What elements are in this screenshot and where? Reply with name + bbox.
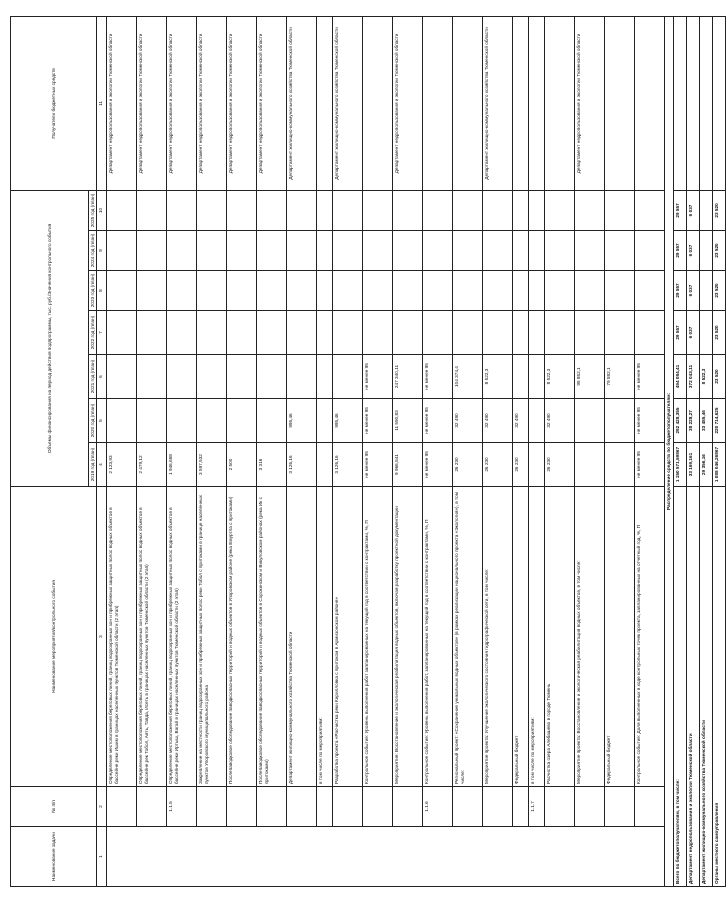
total-value: 8 522,3 (699, 355, 712, 399)
row-number (137, 787, 167, 827)
value-cell (635, 231, 665, 271)
value-cell (513, 355, 529, 399)
row-number (545, 787, 575, 827)
value-cell (513, 311, 529, 355)
value-cell (423, 271, 453, 311)
recipient-cell (529, 16, 545, 190)
table-row (257, 16, 287, 886)
value-cell (605, 231, 635, 271)
recipient-cell: Департамент недропользования и экологии Тюменской области (227, 16, 257, 190)
recipient-cell: Департамент жилищно-коммунального хозяйства Тюменской области (333, 16, 363, 190)
total-row (699, 16, 712, 886)
event-cell: Мероприятие проекта: Восстановление и экологическая реабилитация водных объектов, в том числе: (575, 487, 605, 787)
value-cell (137, 231, 167, 271)
value-cell (197, 190, 227, 230)
value-cell (227, 271, 257, 311)
row-number (393, 787, 423, 827)
header-year: 2020 год (план) (89, 399, 97, 443)
recipient-cell (363, 16, 393, 190)
value-cell (513, 271, 529, 311)
event-cell: Закрепление на местности границ водоохранных зон и прибрежных защитных полос реки Тобол с притоками в границе населенных пунктов Упоровского муниципального района (197, 487, 227, 787)
value-cell: 32 490 (483, 399, 513, 443)
value-cell: 104 374,4 (453, 355, 483, 399)
event-cell: в том числе по мероприятиям: (529, 487, 545, 787)
value-cell (545, 190, 575, 230)
value-cell (605, 443, 635, 487)
total-recipient-blank (712, 16, 725, 190)
value-cell (393, 231, 423, 271)
recipient-cell (317, 16, 333, 190)
value-cell: 95 852,1 (575, 355, 605, 399)
value-cell (317, 399, 333, 443)
column-number: 7 (97, 311, 107, 355)
value-cell: 3 126,16 (333, 443, 363, 487)
value-cell: не менее 95 (423, 355, 453, 399)
value-cell (167, 311, 197, 355)
total-value: 1 150 571,59867 (673, 443, 686, 487)
column-number: 10 (97, 190, 107, 230)
value-cell (317, 271, 333, 311)
value-cell: 2 500 (227, 443, 257, 487)
column-number: 4 (97, 443, 107, 487)
total-value: 23 520 (712, 190, 725, 230)
value-cell (363, 190, 393, 230)
value-cell (513, 190, 529, 230)
table-row (227, 16, 257, 886)
total-value: 372 043,11 (686, 355, 699, 399)
table-row (483, 16, 513, 886)
value-cell (529, 355, 545, 399)
value-cell (333, 271, 363, 311)
row-number (107, 787, 137, 827)
row-number: 1.1.6 (423, 787, 453, 827)
total-label: Департамент недропользования и экологии Тюменской области (686, 487, 699, 887)
value-cell (575, 399, 605, 443)
total-value (699, 231, 712, 271)
event-cell: Послепаводковое обследование паводкоопасных территорий и водных объектов в Упоровском районе (река Емуртла с притоками) (227, 487, 257, 787)
table-row (635, 16, 665, 886)
value-cell (257, 231, 287, 271)
total-value: 23 520 (712, 271, 725, 311)
header-num: № п/п (11, 787, 97, 827)
value-cell (167, 271, 197, 311)
value-cell (635, 271, 665, 311)
event-cell: Определение местоположения береговых линий, границ водоохранных зон и прибрежных защитных полос водных объектов в бассейне реки Иртыш, Вагай в границах населенных пунктов Тюменской области (2 этап) (167, 487, 197, 787)
value-cell (333, 190, 363, 230)
event-cell: Федеральный бюджет (605, 487, 635, 787)
value-cell: 32 490 (545, 399, 575, 443)
value-cell: 2 123,93 (107, 443, 137, 487)
header-year: 2024 год (план) (89, 231, 97, 271)
total-value: 23 520 (712, 231, 725, 271)
value-cell (363, 231, 393, 271)
value-cell (513, 231, 529, 271)
table-row (513, 16, 529, 886)
value-cell: 32 490 (453, 399, 483, 443)
value-cell (227, 355, 257, 399)
value-cell (605, 311, 635, 355)
value-cell (635, 190, 665, 230)
total-value: 6 037 (686, 231, 699, 271)
value-cell (107, 399, 137, 443)
value-cell (137, 399, 167, 443)
value-cell (107, 271, 137, 311)
recipient-cell: Департамент жилищно-коммунального хозяйства Тюменской области (287, 16, 317, 190)
value-cell (317, 443, 333, 487)
value-cell: 32 490 (513, 399, 529, 443)
value-cell (197, 311, 227, 355)
value-cell (453, 311, 483, 355)
recipient-cell: Департамент недропользования и экологии Тюменской области (167, 16, 197, 190)
value-cell (605, 399, 635, 443)
total-label: Департамент жилищно-коммунального хозяйства Тюменской области (699, 487, 712, 887)
value-cell (393, 311, 423, 355)
value-cell (529, 271, 545, 311)
value-cell: не менее 95 (635, 399, 665, 443)
total-value: 38 228,27 (686, 399, 699, 443)
value-cell: 11 590,83 (393, 399, 423, 443)
value-cell (287, 190, 317, 230)
total-value: 23 520 (712, 355, 725, 399)
table-row (333, 16, 363, 886)
column-number: 3 (97, 487, 107, 787)
total-value: 292 428,355 (673, 399, 686, 443)
distribution-title-row (665, 16, 673, 886)
value-cell (363, 311, 393, 355)
total-recipient-blank (673, 16, 686, 190)
value-cell (287, 231, 317, 271)
table-row (167, 16, 197, 886)
task-cell (107, 827, 665, 887)
value-cell (423, 231, 453, 271)
value-cell (107, 355, 137, 399)
header-year: 2022 год (план) (89, 311, 97, 355)
event-cell: Региональный проект: «Сохранение уникальных водных объектов» (в рамках реализации национального проекта «Экология»), в том числе: (453, 487, 483, 787)
recipient-cell: Департамент жилищно-коммунального хозяйства Тюменской области (483, 16, 513, 190)
value-cell (197, 271, 227, 311)
total-value (699, 271, 712, 311)
row-number (287, 787, 317, 827)
value-cell: 26 230 (545, 443, 575, 487)
recipient-cell: Департамент недропользования и экологии Тюменской области (257, 16, 287, 190)
value-cell (137, 190, 167, 230)
value-cell (317, 311, 333, 355)
value-cell (605, 190, 635, 230)
value-cell: не менее 95 (635, 355, 665, 399)
row-number (635, 787, 665, 827)
value-cell (137, 355, 167, 399)
value-cell (393, 190, 423, 230)
value-cell: не менее 95 (635, 443, 665, 487)
total-value: 23 520 (712, 311, 725, 355)
value-cell (483, 190, 513, 230)
value-cell: не менее 95 (363, 355, 393, 399)
recipient-cell: Департамент недропользования и экологии Тюменской области (137, 16, 167, 190)
total-label: Всего по бюджетополучателям, в том числе: (673, 487, 686, 887)
total-value: 6 037 (686, 271, 699, 311)
value-cell (257, 190, 287, 230)
header-task: Наименование задачи (11, 827, 97, 887)
value-cell (575, 443, 605, 487)
total-row (673, 16, 686, 886)
value-cell: не менее 95 (363, 399, 393, 443)
value-cell (453, 231, 483, 271)
value-cell (635, 311, 665, 355)
total-label: Органы местного самоуправления (712, 487, 725, 887)
value-cell (317, 190, 333, 230)
row-number: 1.1.5 (167, 787, 197, 827)
event-cell: Федеральный бюджет (513, 487, 529, 787)
value-cell: 26 230 (453, 443, 483, 487)
total-value: 29 557 (673, 271, 686, 311)
value-cell (575, 190, 605, 230)
value-cell: не менее 95 (423, 443, 453, 487)
table-row (575, 16, 605, 886)
value-cell (529, 190, 545, 230)
total-row (686, 16, 699, 886)
value-cell: 26 230 (483, 443, 513, 487)
value-cell (529, 443, 545, 487)
value-cell (227, 190, 257, 230)
total-value: 220 714,625 (712, 399, 725, 443)
value-cell: 1 946,658 (167, 443, 197, 487)
recipient-cell (513, 16, 529, 190)
column-number-row (97, 16, 107, 886)
row-number (453, 787, 483, 827)
value-cell (529, 311, 545, 355)
recipient-cell: Департамент недропользования и экологии Тюменской области (575, 16, 605, 190)
value-cell (605, 271, 635, 311)
table-row (605, 16, 635, 886)
value-cell (227, 231, 257, 271)
value-cell: 79 582,1 (605, 355, 635, 399)
recipient-cell: Департамент недропользования и экологии Тюменской области (393, 16, 423, 190)
row-number (197, 787, 227, 827)
total-recipient-blank (686, 16, 699, 190)
value-cell (227, 399, 257, 443)
total-value: 29 356,16 (699, 443, 712, 487)
row-number (227, 787, 257, 827)
value-cell (453, 190, 483, 230)
event-cell: Департамент жилищно-коммунального хозяйства Тюменской области (287, 487, 317, 787)
value-cell: не менее 95 (423, 399, 453, 443)
total-row (712, 16, 725, 886)
row-number (333, 787, 363, 827)
header-volumes: Объемы финансирования на период действия подпрограммы, тыс. руб./Значения контрольного события (11, 190, 89, 486)
column-number: 9 (97, 231, 107, 271)
header-year: 2021 год (план) (89, 355, 97, 399)
event-cell: Контрольное событие: Уровень выполнения работ запланированных на текущий год в соответствии с контрактами, %, П (363, 487, 393, 787)
value-cell: 2 479,12 (137, 443, 167, 487)
row-number (317, 787, 333, 827)
total-recipient-blank (699, 16, 712, 190)
document-sheet (10, 17, 719, 887)
value-cell (453, 271, 483, 311)
total-value: 29 557 (673, 311, 686, 355)
value-cell (483, 311, 513, 355)
value-cell (197, 355, 227, 399)
value-cell (363, 271, 393, 311)
value-cell (137, 271, 167, 311)
total-value: 33 169,161 (686, 443, 699, 487)
value-cell: 995,46 (287, 399, 317, 443)
total-value: 6 037 (686, 311, 699, 355)
total-value: 1 088 046,26867 (712, 443, 725, 487)
event-cell: Контрольное событие: Уровень выполнения работ, запланированных на текущий год в соответствии с контрактами, %, П (423, 487, 453, 787)
header-year: 2019 год (план) (89, 443, 97, 487)
value-cell (257, 399, 287, 443)
distribution-title: Распределение средств по бюджетополучателям: (665, 16, 673, 886)
subprogram-table (10, 16, 726, 887)
value-cell (167, 355, 197, 399)
value-cell (545, 311, 575, 355)
value-cell (393, 271, 423, 311)
value-cell: 3 597,532 (197, 443, 227, 487)
column-number: 8 (97, 271, 107, 311)
value-cell (227, 311, 257, 355)
table-row (137, 16, 167, 886)
table-row (197, 16, 227, 886)
value-cell (317, 231, 333, 271)
value-cell: 3 316 (257, 443, 287, 487)
value-cell (107, 190, 137, 230)
event-cell: Определение местоположения береговых линий, границ водоохранных зон и прибрежных защитных полос водных объектов в бассейне рек Тобол, Аять, Тавда, Исеть в границах населенных пунктов Тюменской области (2 этап) (137, 487, 167, 787)
recipient-cell (453, 16, 483, 190)
value-cell: 8 522,3 (483, 355, 513, 399)
value-cell (575, 311, 605, 355)
total-value: 33 485,46 (699, 399, 712, 443)
value-cell (257, 355, 287, 399)
value-cell (197, 231, 227, 271)
table-row (423, 16, 453, 886)
value-cell (545, 271, 575, 311)
event-cell: Мероприятие: Восстановление и экологическая реабилитация водных объектов, включая разработку проектной документации (393, 487, 423, 787)
column-number: 1 (97, 827, 107, 887)
value-cell (529, 231, 545, 271)
value-cell (423, 311, 453, 355)
table-row (545, 16, 575, 886)
row-number (513, 787, 529, 827)
total-value: 29 557 (673, 231, 686, 271)
recipient-cell: Департамент недропользования и экологии Тюменской области (107, 16, 137, 190)
value-cell (257, 271, 287, 311)
row-number: 1.1.7 (529, 787, 545, 827)
value-cell: 9 966,541 (393, 443, 423, 487)
recipient-cell (423, 16, 453, 190)
value-cell (137, 311, 167, 355)
header-event: Наименование мероприятия/контрольного события (11, 487, 97, 787)
total-value (699, 190, 712, 230)
value-cell (483, 271, 513, 311)
row-number (257, 787, 287, 827)
value-cell (107, 311, 137, 355)
total-value: 6 037 (686, 190, 699, 230)
value-cell: 995,46 (333, 399, 363, 443)
total-value: 494 084,41 (673, 355, 686, 399)
value-cell (483, 231, 513, 271)
value-cell (575, 231, 605, 271)
row-number (483, 787, 513, 827)
recipient-cell (635, 16, 665, 190)
total-value: 29 557 (673, 190, 686, 230)
event-cell: Определение местоположения береговых линий, границ водоохранных зон и прибрежных защитных полос водных объектов в бассейне реки Ишим в границах населенных пунктов Тюменской области (2 этап) (107, 487, 137, 787)
table-row (363, 16, 393, 886)
table-row (107, 16, 137, 886)
value-cell (333, 355, 363, 399)
table-row (393, 16, 423, 886)
recipient-cell (545, 16, 575, 190)
recipient-cell (605, 16, 635, 190)
value-cell (107, 231, 137, 271)
total-value (699, 311, 712, 355)
value-cell (287, 271, 317, 311)
value-cell (287, 355, 317, 399)
value-cell (529, 399, 545, 443)
event-cell: Расчистка озера Алебашево в городе Тюмень (545, 487, 575, 787)
row-number (605, 787, 635, 827)
column-number: 2 (97, 787, 107, 827)
value-cell (167, 190, 197, 230)
value-cell (545, 231, 575, 271)
event-cell: Контрольное событие: Доля выполненных в ходе контрольных точек проекта, запланированных на отчетный год, %, П (635, 487, 665, 787)
table-row (453, 16, 483, 886)
value-cell (167, 399, 197, 443)
header-recipients: Получатели бюджетных средств (11, 16, 97, 190)
value-cell (197, 399, 227, 443)
value-cell: не менее 95 (363, 443, 393, 487)
value-cell: 247 340,11 (393, 355, 423, 399)
value-cell: 8 522,3 (545, 355, 575, 399)
value-cell (423, 190, 453, 230)
header-year: 2025 год (план) (89, 190, 97, 230)
event-cell: в том числе по мероприятиям: (317, 487, 333, 787)
column-number: 6 (97, 355, 107, 399)
value-cell: 26 230 (513, 443, 529, 487)
table-row (529, 16, 545, 886)
event-cell: Разработка проекта «Расчистка реки Кирилловка с притоком в Армизонском районе» (333, 487, 363, 787)
table-body (107, 16, 665, 886)
event-cell: Послепаводковое обследование паводкоопасных территорий и водных объектов в Сорокинском и Викуловском районах (река Ик с притоками) (257, 487, 287, 787)
row-number (575, 787, 605, 827)
value-cell (333, 311, 363, 355)
event-cell: Мероприятие проекта: Улучшение экологического состояния гидрографической сети, в том числе: (483, 487, 513, 787)
value-cell (333, 231, 363, 271)
header-year: 2023 год (план) (89, 271, 97, 311)
table-row (287, 16, 317, 886)
value-cell (257, 311, 287, 355)
column-number: 5 (97, 399, 107, 443)
value-cell (317, 355, 333, 399)
value-cell (287, 311, 317, 355)
recipient-cell: Департамент недропользования и экологии Тюменской области (197, 16, 227, 190)
row-number (363, 787, 393, 827)
table-row (317, 16, 333, 886)
column-number: 11 (97, 16, 107, 190)
value-cell (575, 271, 605, 311)
value-cell: 3 126,16 (287, 443, 317, 487)
totals-body (665, 16, 725, 886)
value-cell (167, 231, 197, 271)
